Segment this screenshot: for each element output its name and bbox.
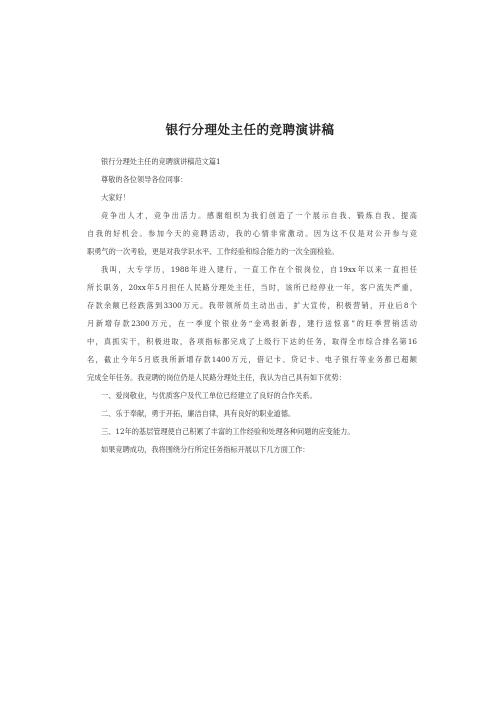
paragraph-line: 银行分理处主任的竞聘演讲稿范文篇1 (101, 157, 221, 166)
paragraph-line: 存款余额已经跌落到3300万元。我带领所员主动出击，扩大宣传，积极营销，开业后8个 (87, 301, 417, 310)
document-title: 银行分理处主任的竞聘演讲稿 (165, 122, 335, 137)
paragraph-line: 一、爱岗敬业，与优质客户及代工单位已经建立了良好的合作关系。 (101, 391, 317, 400)
paragraph-line: 中，真抓实干，积极进取，各项指标都完成了上级行下达的任务，取得全市综合排名第16 (87, 337, 417, 346)
paragraph-line: 完成全年任务。我竞聘的岗位仍是人民路分理处主任，我认为自己具有如下优势： (87, 373, 346, 382)
paragraph-line: 大家好！ (101, 193, 130, 202)
paragraph-line: 名，截止今年5月底我所新增存款1400万元，借记卡、贷记卡、电子银行等业务都已超额 (87, 355, 417, 364)
paragraph-line: 如果竞聘成功，我将围绕分行所定任务指标开展以下几方面工作： (101, 445, 310, 454)
paragraph-line: 尊敬的各位领导各位同事： (101, 175, 188, 184)
paragraph-line: 职勇气的一次考验，更是对我学识水平、工作经验和综合能力的一次全面检验。 (87, 247, 339, 256)
paragraph-line: 我叫，大专学历，1988年进入建行，一直工作在个银岗位，自19xx年以来一直担任 (101, 265, 417, 274)
paragraph-line: 二、乐于奉献，勇于开拓，廉洁自律，具有良好的职业道德。 (101, 409, 296, 418)
paragraph-line: 竞争出人才，竞争出活力。感谢组织为我们创造了一个展示自我、锻炼自我、提高 (101, 211, 417, 220)
document-body (87, 153, 417, 459)
paragraph-line: 自我的好机会。参加今天的竞聘活动，我的心情非常激动。因为这不仅是对公开参与竞 (87, 229, 417, 238)
paragraph-line: 三、12年的基层管理使自己积累了丰富的工作经验和处理各种问题的应变能力。 (101, 427, 355, 436)
paragraph-line: 月新增存款2300万元，在一季度个银业务“金鸡报新春，建行送惊喜”的旺季营销活动 (87, 319, 417, 328)
paragraph-line: 所长职务，20xx年5月担任人民路分理处主任，当时，该所已经停业一年，客户流失严重， (87, 283, 417, 292)
